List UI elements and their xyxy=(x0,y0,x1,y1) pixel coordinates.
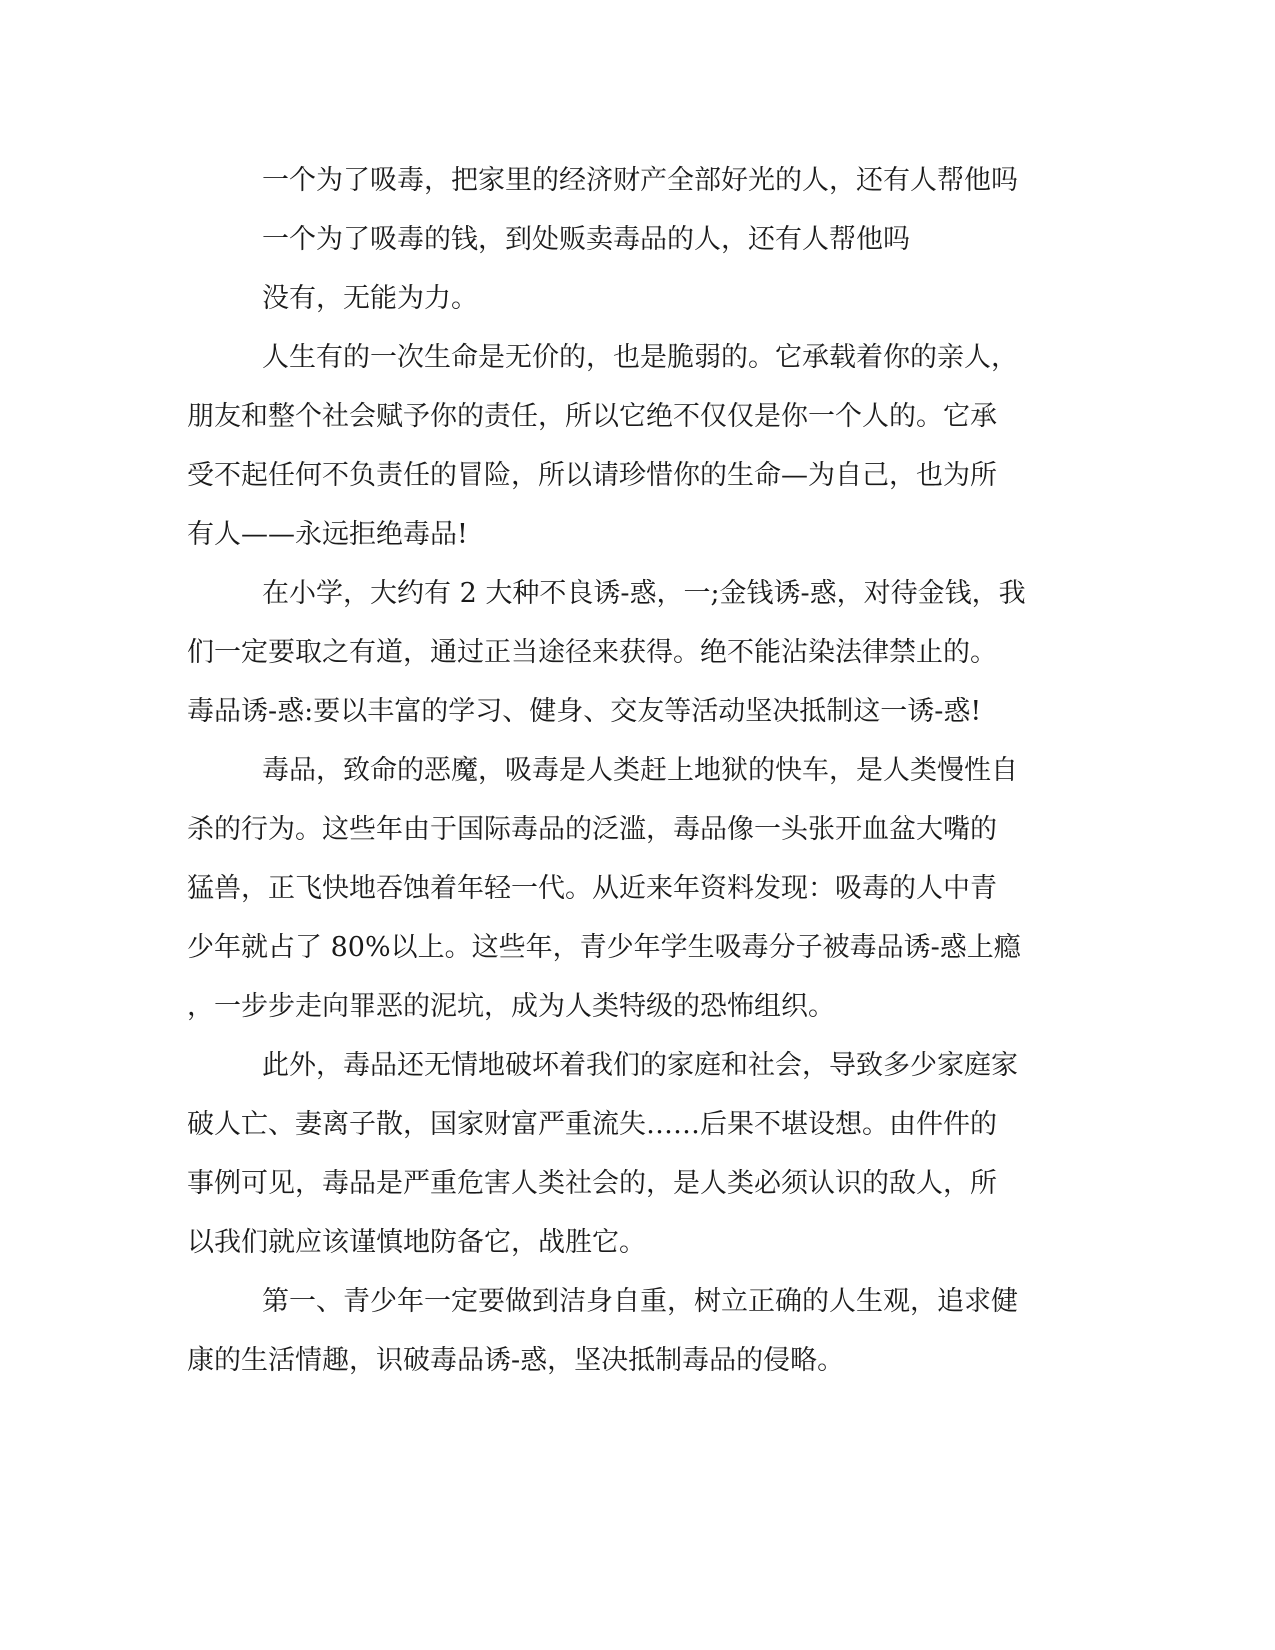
text-line: 破人亡、妻离子散，国家财富严重流失……后果不堪设想。由件件的 xyxy=(187,1109,997,1140)
text-line: 有人——永远拒绝毒品! xyxy=(187,519,468,550)
text-line: 此外，毒品还无情地破坏着我们的家庭和社会，导致多少家庭家 xyxy=(262,1050,1018,1081)
text-line: 在小学，大约有 2 大种不良诱-惑，一;金钱诱-惑，对待金钱，我 xyxy=(262,578,1026,609)
text-line: 杀的行为。这些年由于国际毒品的泛滥，毒品像一头张开血盆大嘴的 xyxy=(187,814,997,845)
text-line: 猛兽，正飞快地吞蚀着年轻一代。从近来年资料发现：吸毒的人中青 xyxy=(187,873,997,904)
text-line: 事例可见，毒品是严重危害人类社会的，是人类必须认识的敌人，所 xyxy=(187,1168,997,1199)
text-line: 少年就占了 80%以上。这些年，青少年学生吸毒分子被毒品诱-惑上瘾 xyxy=(187,932,1021,963)
text-line: 一个为了吸毒，把家里的经济财产全部好光的人，还有人帮他吗 xyxy=(262,165,1018,196)
text-line: 受不起任何不负责任的冒险，所以请珍惜你的生命—为自己，也为所 xyxy=(187,460,997,491)
text-line: 第一、青少年一定要做到洁身自重，树立正确的人生观，追求健 xyxy=(262,1286,1018,1317)
text-line: 毒品，致命的恶魔，吸毒是人类赶上地狱的快车，是人类慢性自 xyxy=(262,755,1018,786)
text-line: 以我们就应该谨慎地防备它，战胜它。 xyxy=(187,1227,646,1258)
text-line: 们一定要取之有道，通过正当途径来获得。绝不能沾染法律禁止的。 xyxy=(187,637,997,668)
text-line: ，一步步走向罪恶的泥坑，成为人类特级的恐怖组织。 xyxy=(187,991,835,1022)
text-line: 康的生活情趣，识破毒品诱-惑，坚决抵制毒品的侵略。 xyxy=(187,1345,845,1376)
text-line: 毒品诱-惑:要以丰富的学习、健身、交友等活动坚决抵制这一诱-惑! xyxy=(187,696,982,727)
text-line: 一个为了吸毒的钱，到处贩卖毒品的人，还有人帮他吗 xyxy=(262,224,910,255)
text-line: 朋友和整个社会赋予你的责任，所以它绝不仅仅是你一个人的。它承 xyxy=(187,401,997,432)
text-line: 没有，无能为力。 xyxy=(262,283,478,314)
text-line: 人生有的一次生命是无价的，也是脆弱的。它承载着你的亲人， xyxy=(262,342,1018,373)
